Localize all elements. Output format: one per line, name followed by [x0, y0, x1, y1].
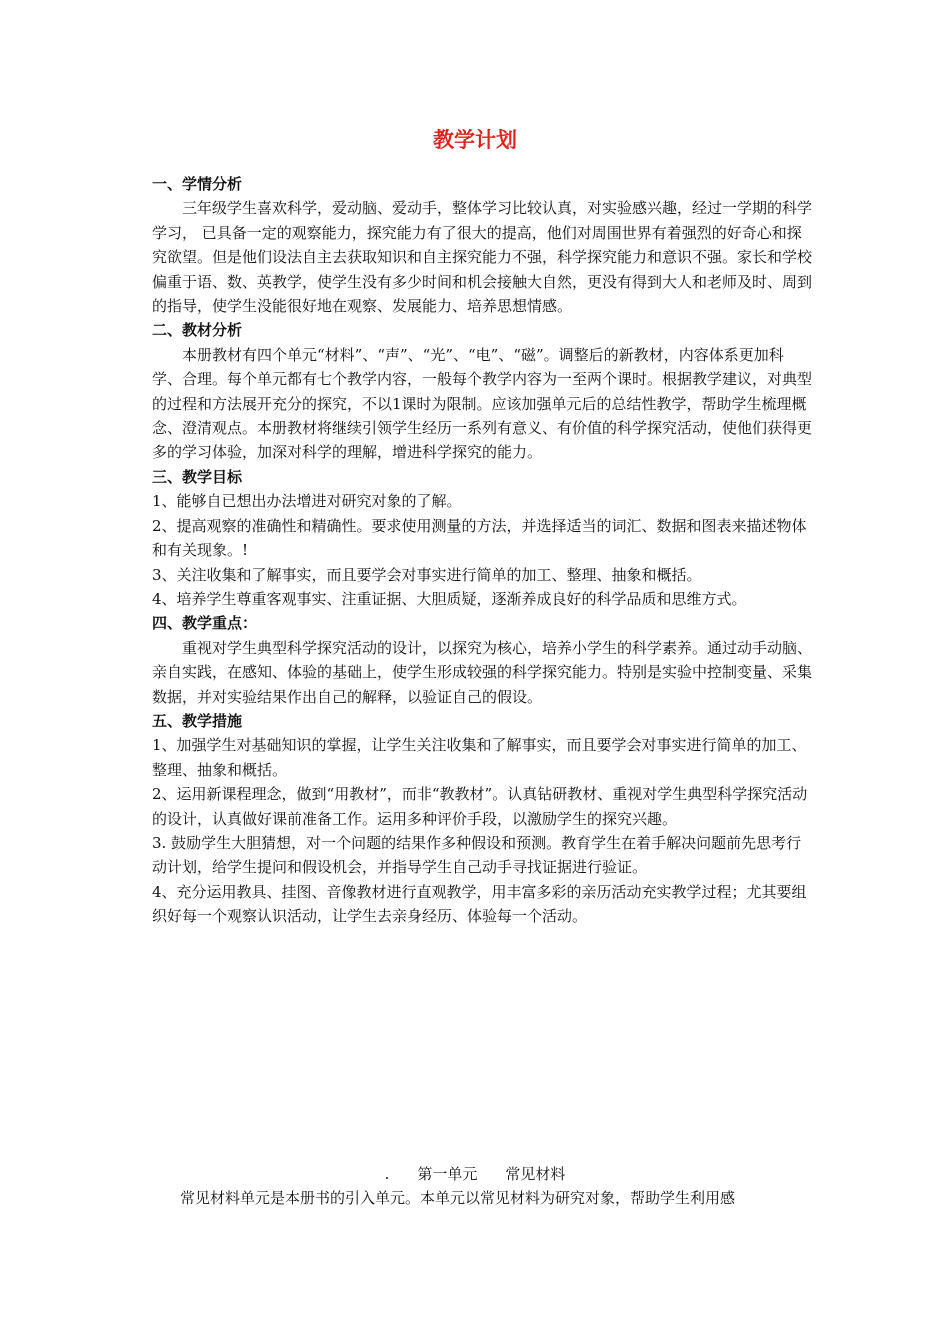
unit-heading [0, 1162, 950, 1186]
list-item: 4、充分运用教具、挂图、音像教材进行直观教学，用丰富多彩的亲历活动充实教学过程；尤其要组织好每一个观察认识活动，让学生去亲身经历、体验每一个活动。 [152, 882, 807, 926]
list-item: 2、运用新课程理念，做到“用教材”，而非“教教材”。认真钻研教材、重视对学生典型科学探究活动的设计，认真做好课前准备工作。运用多种评价手段，以激励学生的探究兴趣。 [152, 785, 808, 828]
section-heading: 二、教材分析 [152, 321, 243, 340]
document-title: 教学计划 [433, 128, 517, 152]
section-heading: 四、教学重点： [152, 614, 258, 633]
section-heading: 三、教学目标 [152, 467, 243, 486]
unit-prefix: . [384, 1165, 390, 1183]
unit-name: 第一单元 [417, 1165, 478, 1183]
list-item: 3、关注收集和了解事实，而且要学会对事实进行简单的加工、整理、抽象和概括。 [152, 565, 702, 584]
section-heading: 一、学情分析 [152, 175, 243, 193]
section-paragraph: 重视对学生典型科学探究活动的设计，以探究为核心，培养小学生的科学素养。通过动手动脑、亲自实践，在感知、体验的基础上，使学生形成较强的科学探究能力。特别是实验中控制变量、采集数据，并对实验结果作出自己的解释，以验证自己的假设。 [152, 638, 813, 706]
list-item: 3. 鼓励学生大胆猜想，对一个问题的结果作多种假设和预测。教育学生在着手解决问题前先思考行动计划，给学生提问和假设机会，并指导学生自己动手寻找证据进行验证。 [152, 833, 802, 877]
list-item: 1、加强学生对基础知识的掌握，让学生关注收集和了解事实，而且要学会对事实进行简单的加工、整理、抽象和概括。 [152, 736, 807, 779]
document-body [152, 172, 812, 929]
section-paragraph: 三年级学生喜欢科学，爱动脑、爱动手，整体学习比较认真，对实验感兴趣，经过一学期的科学学习， 已具备一定的观察能力，探究能力有了很大的提高，他们对周围世界有着强烈的好奇心和探究欲望。但是他们设法自主去获取知识和自主探究能力不强，科学探究能力和意识不强。家长和学校偏重于语、数、英教学，使学生没有多少时间和机会接触大自然，更没有得到大人和老师及时、周到的指导，使学生没能很好地在观察、发展能力、培养思想情感。 [152, 199, 813, 316]
unit-intro-text: 常见材料单元是本册书的引入单元。本单元以常见材料为研究对象，帮助学生利用感 [180, 1189, 736, 1207]
list-item: 2、提高观察的准确性和精确性。要求使用测量的方法，并选择适当的词汇、数据和图表来描述物体和有关现象。! [152, 516, 807, 560]
list-item: 4、培养学生尊重客观事实、注重证据、大胆质疑，逐渐养成良好的科学品质和思维方式。 [152, 589, 747, 608]
section-paragraph: 本册教材有四个单元“材料”、“声”、“光”、“电”、“磁”。调整后的新教材，内容体系更加科学、合理。每个单元都有七个教学内容，一般每个教学内容为一至两个课时。根据教学建议，对典型的过程和方法展开充分的探究，不以1课时为限制。应该加强单元后的总结性教学，帮助学生梳理概念、澄清观点。本册教材将继续引领学生经历一系列有意义、有价值的科学探究活动，使他们获得更多的学习体验，加深对科学的理解，增进科学探究的能力。 [152, 345, 813, 462]
list-item: 1、能够自已想出办法增进对研究对象的了解。 [152, 492, 462, 511]
unit-topic: 常见材料 [505, 1165, 566, 1183]
section-heading: 五、教学措施 [152, 711, 243, 730]
